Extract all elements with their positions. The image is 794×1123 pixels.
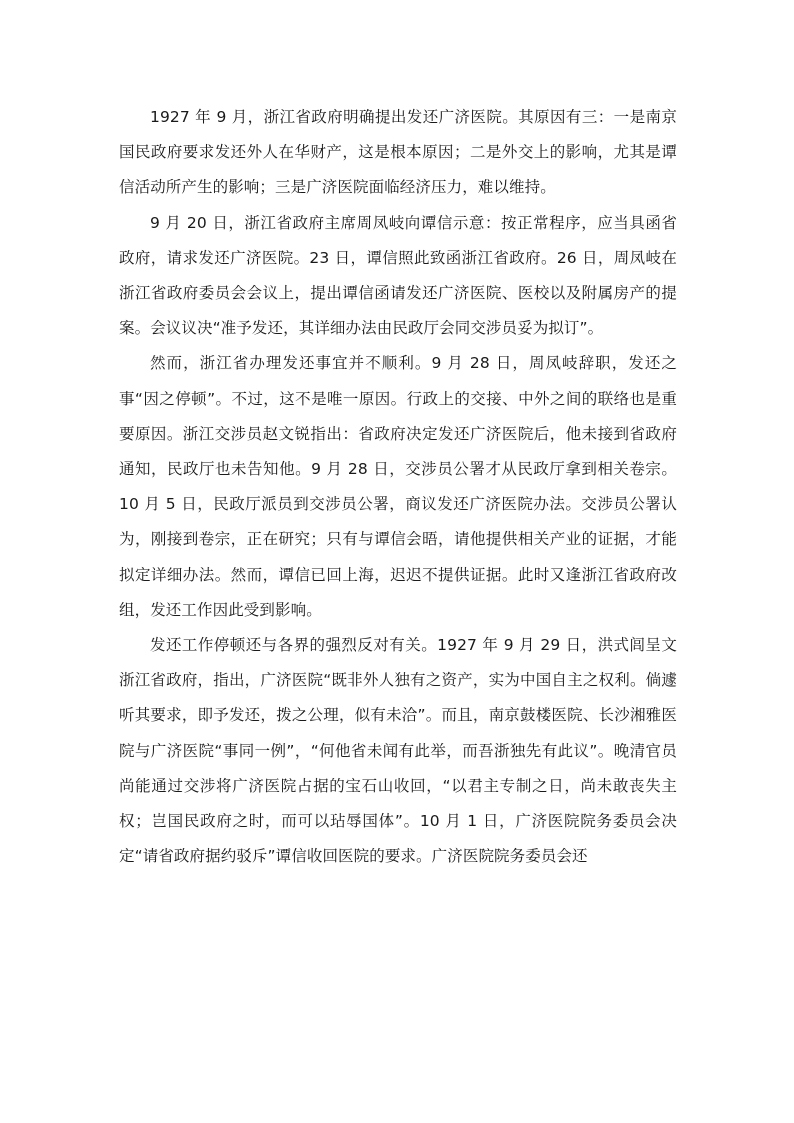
paragraph-4: 发还工作停顿还与各界的强烈反对有关。1927 年 9 月 29 日，洪式闾呈文浙江省政府，指出，广济医院“既非外人独有之资产，实为中国自主之权利。倘遽听其要求，即予发还，拨之公理，似有未洽”。而且，南京鼓楼医院、长沙湘雅医院与广济医院“事同一例”，“何他省未闻有此举，而吾浙独先有此议”。晚清官员尚能通过交涉将广济医院占据的宝石山收回，“以君主专制之日，尚未敢丧失主权；岂国民政府之时，而可以玷辱国体”。10 月 1 日，广济医院院务委员会决定“请省政府据约驳斥”谭信收回医院的要求。广济医院院务委员会还 xyxy=(119,636,677,866)
paragraph-3: 然而，浙江省办理发还事宜并不顺利。9 月 28 日，周凤岐辞职，发还之事“因之停顿”。不过，这不是唯一原因。行政上的交接、中外之间的联络也是重要原因。浙江交涉员赵文锐指出：省政府决定发还广济医院后，他未接到省政府通知，民政厅也未告知他。9 月 28 日，交涉员公署才从民政厅拿到相关卷宗。10 月 5 日，民政厅派员到交涉员公署，商议发还广济医院办法。交涉员公署认为，刚接到卷宗，正在研究；只有与谭信会晤，请他提供相关产业的证据，才能拟定详细办法。然而，谭信已回上海，迟迟不提供证据。此时又逢浙江省政府改组，发还工作因此受到影响。 xyxy=(119,354,677,619)
document-body xyxy=(119,100,677,874)
paragraph-2: 9 月 20 日，浙江省政府主席周凤岐向谭信示意：按正常程序，应当具函省政府，请求发还广济医院。23 日，谭信照此致函浙江省政府。26 日，周凤岐在浙江省政府委员会会议上，提出谭信函请发还广济医院、医校以及附属房产的提案。会议议决“准予发还，其详细办法由民政厅会同交涉员妥为拟订”。 xyxy=(119,213,677,338)
paragraph-1: 1927 年 9 月，浙江省政府明确提出发还广济医院。其原因有三：一是南京国民政府要求发还外人在华财产，这是根本原因；二是外交上的影响，尤其是谭信活动所产生的影响；三是广济医院面临经济压力，难以维持。 xyxy=(119,108,677,197)
